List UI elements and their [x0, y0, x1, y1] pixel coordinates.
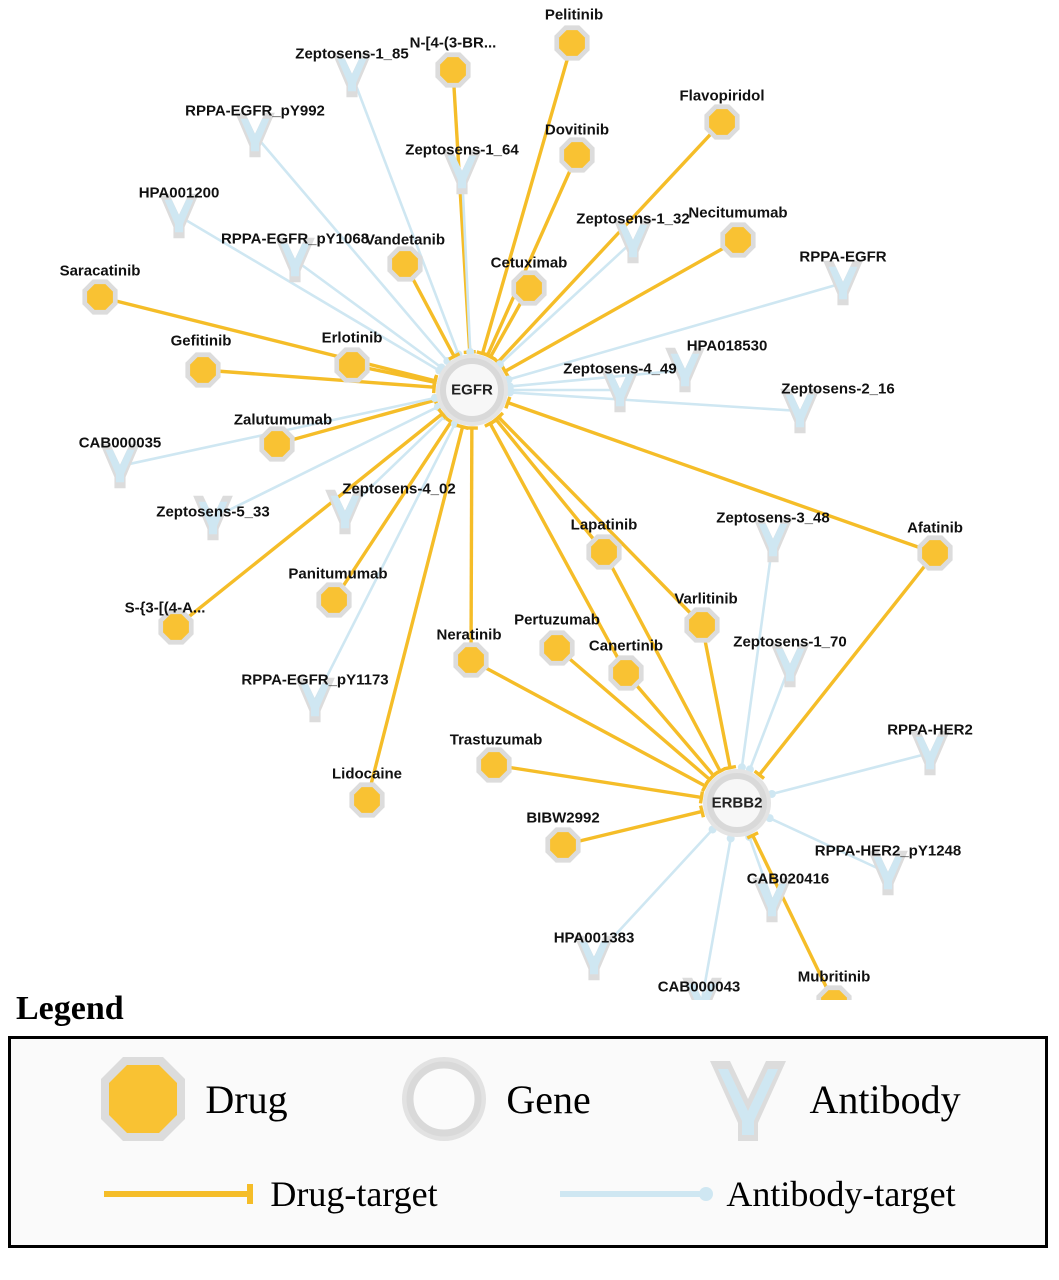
- drug-node[interactable]: [476, 747, 511, 782]
- node-core: [922, 540, 948, 566]
- drug-node[interactable]: [349, 782, 384, 817]
- node-label: RPPA-EGFR: [799, 248, 887, 266]
- graph-edge: [772, 753, 930, 794]
- legend-label-antibody: Antibody: [809, 1076, 961, 1122]
- drug-node[interactable]: [917, 535, 952, 570]
- legend-node-row: [11, 1039, 1045, 1159]
- node-label: BIBW2992: [526, 809, 600, 827]
- gene-node-label: ERBB2: [711, 794, 763, 812]
- node-core: [458, 647, 484, 673]
- node-core: [591, 539, 617, 565]
- drug-node[interactable]: [559, 137, 594, 172]
- node-core: [550, 832, 576, 858]
- gene-node-label: EGFR: [451, 381, 493, 399]
- drug-node[interactable]: [435, 52, 470, 87]
- legend-item-drug-target: [100, 1173, 437, 1215]
- drug-node[interactable]: [185, 352, 220, 387]
- node-core: [709, 109, 735, 135]
- drug-node[interactable]: [453, 642, 488, 677]
- antibody-icon: [700, 1051, 796, 1147]
- legend-label-gene: Gene: [506, 1076, 591, 1122]
- node-label: Afatinib: [907, 519, 963, 537]
- node-label: CAB000035: [78, 434, 162, 452]
- node-label: Gefitinib: [170, 332, 232, 350]
- legend-box: [8, 1036, 1048, 1248]
- node-label: Dovitinib: [544, 121, 610, 139]
- node-label: Vandetanib: [364, 231, 446, 249]
- legend-label-antibody-target: Antibody-target: [726, 1174, 956, 1214]
- drug-target-edge-icon: [100, 1181, 260, 1207]
- node-label: Flavopiridol: [679, 87, 765, 105]
- drug-node[interactable]: [554, 25, 589, 60]
- node-core: [559, 30, 585, 56]
- node-label: S-{3-[(4-A...: [124, 599, 206, 617]
- drug-node[interactable]: [704, 104, 739, 139]
- drug-node[interactable]: [82, 279, 117, 314]
- legend-item-gene: [396, 1051, 590, 1147]
- node-core: [564, 142, 590, 168]
- node-label: Saracatinib: [59, 262, 141, 280]
- node-label: N-[4-(3-BR...: [409, 34, 497, 52]
- drug-node[interactable]: [720, 222, 755, 257]
- node-core: [544, 635, 570, 661]
- node-label: RPPA-HER2: [887, 721, 973, 739]
- graph-edge: [315, 424, 455, 700]
- legend-edge-row: [11, 1159, 1045, 1229]
- drug-node[interactable]: [316, 582, 351, 617]
- node-label: Zeptosens-3_48: [716, 509, 830, 527]
- node-label: Trastuzumab: [449, 731, 543, 749]
- node-core: [321, 587, 347, 613]
- graph-edge: [626, 673, 714, 776]
- legend-label-drug-target: Drug-target: [270, 1174, 438, 1214]
- legend-item-antibody-target: [556, 1173, 955, 1215]
- node-core: [163, 614, 189, 640]
- node-core: [516, 275, 542, 301]
- graph-edge: [494, 765, 701, 797]
- edge-terminator: [724, 767, 736, 769]
- node-label: CAB000043: [657, 978, 741, 996]
- node-core: [725, 227, 751, 253]
- node-core: [613, 660, 639, 686]
- edge-terminator: [701, 792, 703, 804]
- graph-edge: [750, 665, 790, 769]
- node-label: Lidocaine: [331, 765, 403, 783]
- node-label: Varlitinib: [674, 590, 738, 608]
- graph-edge: [702, 838, 731, 1000]
- graph-edge: [742, 540, 773, 767]
- drug-icon: [95, 1051, 191, 1147]
- legend-label-drug: Drug: [205, 1076, 288, 1122]
- node-label: Zeptosens-1_70: [733, 633, 847, 651]
- node-label: RPPA-EGFR_pY1068: [220, 230, 370, 248]
- node-core: [87, 284, 113, 310]
- node-label: Neratinib: [436, 626, 502, 644]
- node-label: Zalutumumab: [233, 411, 333, 429]
- node-label: Pertuzumab: [514, 611, 600, 629]
- node-core: [440, 57, 466, 83]
- node-label: Necitumumab: [688, 204, 788, 222]
- drug-node[interactable]: [334, 347, 369, 382]
- legend-title: Legend: [16, 990, 124, 1027]
- edge-terminator: [457, 425, 469, 428]
- node-label: Cetuximab: [490, 254, 568, 272]
- node-label: Zeptosens-5_33: [156, 503, 270, 521]
- node-label: RPPA-HER2_pY1248: [814, 842, 962, 860]
- antibody-node[interactable]: [823, 261, 863, 306]
- node-label: Zeptosens-2_16: [781, 380, 895, 398]
- legend-item-antibody: [700, 1051, 961, 1147]
- node-core: [689, 612, 715, 638]
- legend: [8, 990, 1048, 1248]
- graph-edge: [498, 122, 722, 362]
- graph-edge: [510, 392, 800, 411]
- drug-node[interactable]: [511, 270, 546, 305]
- node-label: RPPA-EGFR_pY992: [185, 102, 325, 120]
- legend-item-drug: [95, 1051, 287, 1147]
- node-label: CAB020416: [746, 870, 830, 888]
- node-label: Canertinib: [588, 637, 664, 655]
- node-label: HPA018530: [686, 337, 768, 355]
- drug-node[interactable]: [259, 426, 294, 461]
- node-label: Erlotinib: [321, 329, 383, 347]
- drug-node[interactable]: [387, 246, 422, 281]
- drug-node[interactable]: [545, 827, 580, 862]
- node-label: HPA001200: [138, 184, 220, 202]
- node-core: [354, 787, 380, 813]
- gene-icon: [396, 1051, 492, 1147]
- node-core: [264, 431, 290, 457]
- node-core: [392, 251, 418, 277]
- drug-node[interactable]: [608, 655, 643, 690]
- drug-node[interactable]: [684, 607, 719, 642]
- node-label: Zeptosens-4_49: [563, 360, 677, 378]
- node-label: HPA001383: [553, 929, 635, 947]
- node-label: Zeptosens-4_02: [342, 480, 456, 498]
- node-label: Zeptosens-1_85: [295, 45, 409, 63]
- node-core: [190, 357, 216, 383]
- drug-node[interactable]: [539, 630, 574, 665]
- drug-node[interactable]: [586, 534, 621, 569]
- node-label: Mubritinib: [797, 968, 871, 986]
- node-label: Pelitinib: [544, 6, 604, 24]
- antibody-target-edge-icon: [556, 1181, 716, 1207]
- edge-terminator: [701, 806, 704, 818]
- node-core: [481, 752, 507, 778]
- node-core: [339, 352, 365, 378]
- node-label: Lapatinib: [570, 516, 638, 534]
- node-label: Zeptosens-1_64: [405, 141, 519, 159]
- node-label: Panitumumab: [288, 565, 388, 583]
- graph-edge: [471, 428, 472, 660]
- node-label: RPPA-EGFR_pY1173: [241, 671, 389, 689]
- node-label: Zeptosens-1_32: [576, 210, 690, 228]
- edge-terminator: [434, 376, 436, 388]
